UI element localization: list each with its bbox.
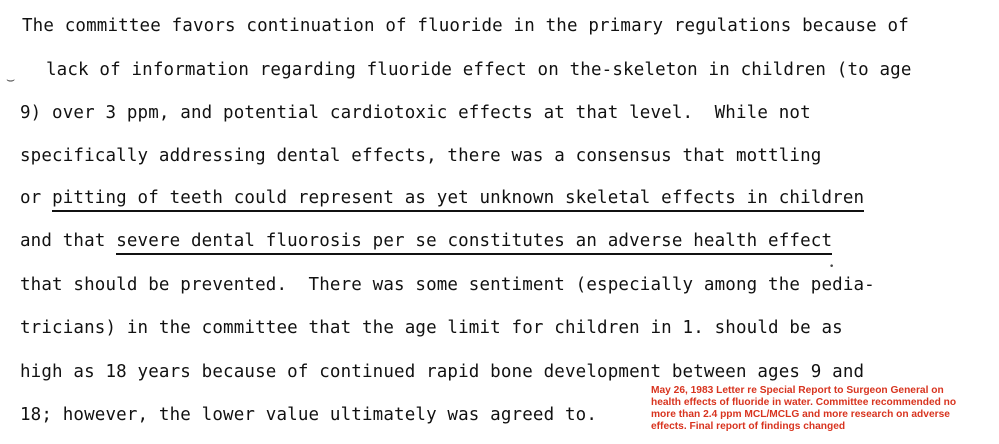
underlined-phrase-skeletal-effects: pitting of teeth could represent as yet unknown skeletal effects in children <box>52 188 864 212</box>
line-6-prefix: and that <box>20 231 117 251</box>
document-line-3: 9) over 3 ppm, and potential cardiotoxic effects at that level. While not <box>20 103 811 123</box>
annotation-line-3: more than 2.4 ppm MCL/MCLG and more research on adverse <box>651 409 950 420</box>
red-annotation-caption <box>651 385 995 433</box>
underlined-phrase-adverse-health-effect: severe dental fluorosis per se constitutes an adverse health effect <box>116 231 832 255</box>
document-line-1: The committee favors continuation of fluoride in the primary regulations because of <box>22 16 909 36</box>
document-line-5 <box>20 188 864 208</box>
document-line-7: that should be prevented. There was some sentiment (especially among the pedia- <box>20 275 875 295</box>
line-5-prefix: or <box>20 188 53 208</box>
document-line-9: high as 18 years because of continued rapid bone development between ages 9 and <box>20 362 865 382</box>
document-line-8: tricians) in the committee that the age limit for children in 1. should be as <box>20 318 843 338</box>
document-line-6 <box>20 231 832 251</box>
annotation-line-1: May 26, 1983 Letter re Special Report to Surgeon General on <box>651 385 944 396</box>
stray-mark: • <box>829 262 835 272</box>
annotation-line-2: health effects of fluoride in water. Committee recommended no <box>651 397 957 408</box>
annotation-line-4: effects. Final report of findings changed <box>651 421 846 432</box>
document-line-2: lack of information regarding fluoride effect on the-skeleton in children (to age <box>46 60 912 80</box>
document-line-10: 18; however, the lower value ultimately was agreed to. <box>20 405 598 425</box>
document-line-4: specifically addressing dental effects, there was a consensus that mottling <box>20 146 822 166</box>
margin-pen-mark: ⌣ <box>6 72 16 88</box>
